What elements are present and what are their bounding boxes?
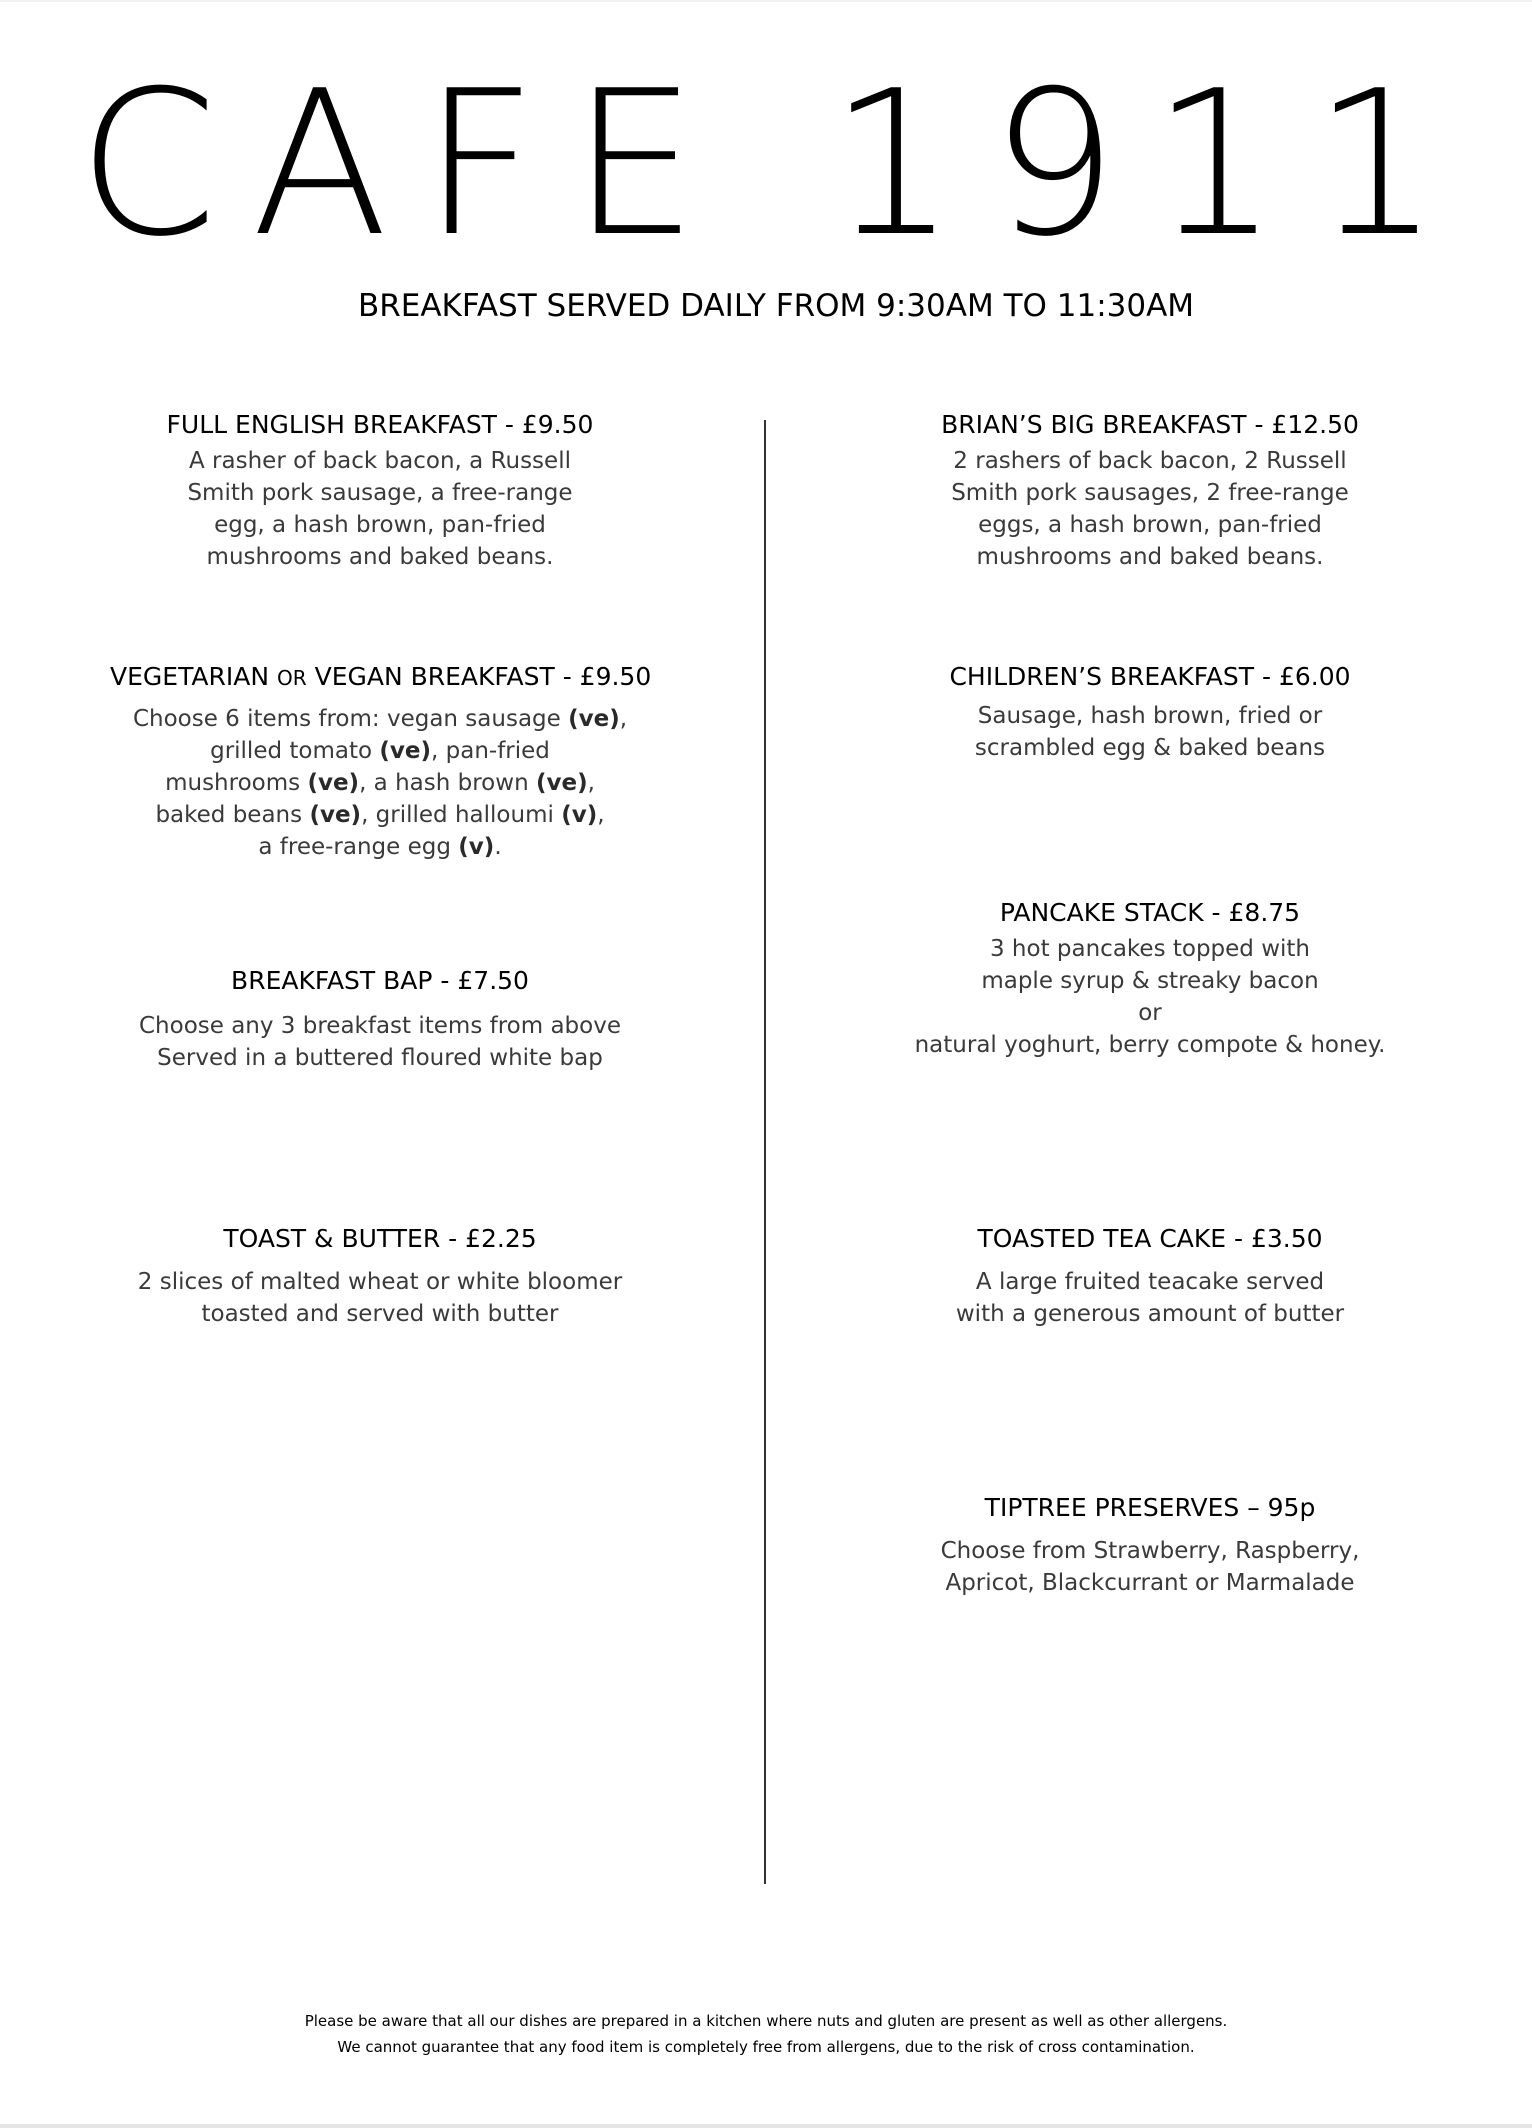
dietary-tag: (ve): [535, 770, 588, 796]
description-line: 2 rashers of back bacon, 2 Russell: [953, 448, 1347, 474]
menu-item-description: [900, 933, 1400, 1061]
menu-item-title: BRIAN’S BIG BREAKFAST - £12.50: [941, 410, 1359, 439]
menu-item-tiptree-preserves: [890, 1491, 1410, 1599]
menu-item-description: [890, 1535, 1410, 1599]
description-line: [110, 703, 650, 735]
menu-item-title: FULL ENGLISH BREAKFAST - £9.50: [166, 410, 594, 439]
description-text: , a hash brown: [359, 770, 536, 796]
allergen-notice-line: We cannot guarantee that any food item is completely free from allergens, due to the risk of cross contamination.: [337, 2038, 1195, 2056]
description-line: Served in a buttered floured white bap: [157, 1045, 603, 1071]
menu-item-title: TIPTREE PRESERVES – 95p: [984, 1493, 1316, 1522]
menu-item-title: [110, 660, 650, 695]
description-text: mushrooms: [165, 770, 308, 796]
menu-item-brians-big-breakfast: [890, 408, 1410, 573]
description-line: 3 hot pancakes topped with: [989, 936, 1311, 962]
menu-item-description: [110, 703, 650, 863]
menu-item-title: BREAKFAST BAP - £7.50: [231, 966, 529, 995]
menu-item-toast-butter: [110, 1222, 650, 1330]
dietary-tag: (v): [458, 834, 495, 860]
menu-item-toasted-tea-cake: [890, 1222, 1410, 1330]
column-divider: [764, 420, 766, 1884]
description-text: , pan-fried: [431, 738, 550, 764]
menu-item-description: [110, 1010, 650, 1074]
description-line: Smith pork sausages, 2 free-range: [951, 480, 1349, 506]
description-line: or: [1138, 1000, 1162, 1026]
dietary-tag: (ve): [309, 802, 362, 828]
menu-item-childrens-breakfast: [890, 660, 1410, 764]
menu-item-description: [890, 700, 1410, 764]
description-line: mushrooms and baked beans.: [976, 544, 1324, 570]
description-line: Sausage, hash brown, fried or: [977, 703, 1323, 729]
bottom-edge: [0, 2124, 1532, 2128]
menu-item-title: PANCAKE STACK - £8.75: [999, 898, 1301, 927]
menu-item-description: [890, 1266, 1410, 1330]
menu-item-title: TOASTED TEA CAKE - £3.50: [977, 1224, 1323, 1253]
description-line: [110, 831, 650, 863]
description-line: A large fruited teacake served: [975, 1269, 1325, 1295]
menu-item-breakfast-bap: [110, 964, 650, 1074]
description-line: egg, a hash brown, pan-fried: [214, 512, 546, 538]
description-line: A rasher of back bacon, a Russell: [189, 448, 571, 474]
description-line: [110, 767, 650, 799]
menu-item-description: [110, 1266, 650, 1330]
cafe-logo: CAFE 1911: [77, 48, 1475, 281]
description-line: Smith pork sausage, a free-range: [187, 480, 573, 506]
description-line: natural yoghurt, berry compote & honey.: [914, 1032, 1386, 1058]
description-line: with a generous amount of butter: [955, 1301, 1345, 1327]
description-text: ,: [619, 706, 628, 732]
title-part: VEGETARIAN: [110, 662, 277, 691]
dietary-tag: (ve): [379, 738, 431, 764]
description-text: , grilled halloumi: [361, 802, 562, 828]
dietary-tag: (v): [561, 802, 598, 828]
description-line: 2 slices of malted wheat or white bloomer: [137, 1269, 623, 1295]
description-text: a free-range egg: [258, 834, 459, 860]
description-line: Choose any 3 breakfast items from above: [138, 1013, 621, 1039]
description-text: ,: [597, 802, 605, 828]
description-text: grilled tomato: [210, 738, 380, 764]
description-text: baked beans: [155, 802, 310, 828]
menu-item-pancake-stack: [900, 896, 1400, 1061]
description-line: Choose from Strawberry, Raspberry,: [940, 1538, 1360, 1564]
description-line: mushrooms and baked beans.: [206, 544, 554, 570]
menu-item-title: CHILDREN’S BREAKFAST - £6.00: [949, 662, 1351, 691]
menu-item-description: [890, 445, 1410, 573]
menu-item-full-english: [110, 408, 650, 573]
dietary-tag: (ve): [307, 770, 360, 796]
breakfast-hours-heading: BREAKFAST SERVED DAILY FROM 9:30AM TO 11:30AM: [357, 288, 1195, 324]
top-edge: [0, 0, 1532, 2]
description-text: .: [494, 834, 502, 860]
title-part: VEGAN BREAKFAST - £9.50: [306, 662, 652, 691]
description-line: eggs, a hash brown, pan-fried: [978, 512, 1322, 538]
title-part-or: OR: [277, 666, 307, 690]
allergen-notice-line: Please be aware that all our dishes are prepared in a kitchen where nuts and gluten are present as well as other allergens.: [304, 2012, 1228, 2030]
menu-item-title: TOAST & BUTTER - £2.25: [223, 1224, 537, 1253]
allergen-notice: [0, 2008, 1532, 2060]
dietary-tag: (ve): [568, 706, 620, 732]
description-line: maple syrup & streaky bacon: [981, 968, 1319, 994]
menu-item-description: [110, 445, 650, 573]
description-line: scrambled egg & baked beans: [974, 735, 1326, 761]
description-text: Choose 6 items from: vegan sausage: [132, 706, 569, 732]
description-line: [110, 799, 650, 831]
menu-item-vegetarian-vegan: [110, 660, 650, 863]
description-line: toasted and served with butter: [201, 1301, 559, 1327]
description-line: Apricot, Blackcurrant or Marmalade: [945, 1570, 1355, 1596]
description-text: ,: [587, 770, 595, 796]
description-line: [110, 735, 650, 767]
